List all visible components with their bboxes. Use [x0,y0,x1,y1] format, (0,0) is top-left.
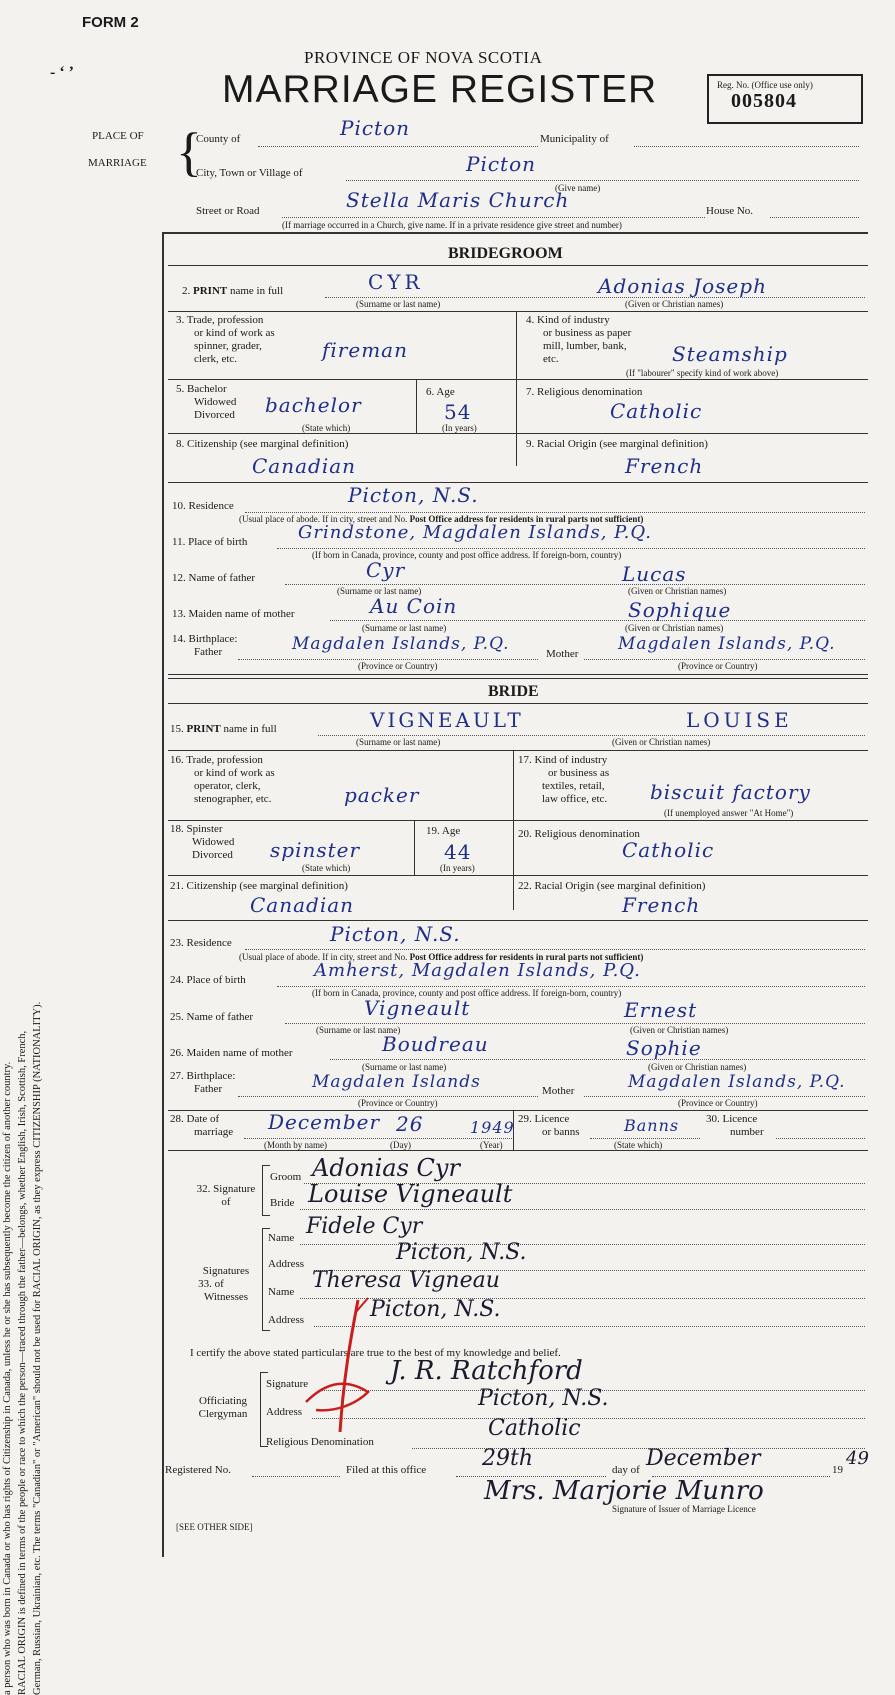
divider [414,820,415,875]
label-line: 27. Birthplace: [170,1070,236,1082]
issuer-signature: Mrs. Marjorie Munro [484,1476,764,1506]
filed-label: Filed at this office [346,1464,427,1476]
bride-birth-value: Amherst, Magdalen Islands, P.Q. [314,960,641,981]
reg-number-box [707,74,863,124]
name-in-full-text: name in full [229,285,284,297]
bridegroom-heading: BRIDEGROOM [448,245,563,262]
line [285,584,865,585]
county-label: County of [196,133,241,145]
bride-status-label [170,823,234,862]
label-line: marriage [194,1126,234,1138]
groom-citizenship-value: Canadian [252,454,357,478]
filed-year: 49 [846,1448,869,1469]
line [277,548,865,549]
bracket [260,1372,261,1446]
city-value: Picton [466,152,537,176]
label-line: Signatures [202,1265,250,1277]
divider [168,678,868,679]
line [238,659,538,660]
label-line: stenographer, etc. [194,793,272,805]
groom-trade-value: fireman [322,338,408,362]
residence-note-a: (Usual place of abode. If in city, street and No. [239,514,408,524]
label-line: 18. Spinster [170,823,223,835]
groom-father-label: 12. Name of father [172,572,256,584]
label-line: 14. Birthplace: [172,633,238,645]
surname-caption: (Surname or last name) [316,1025,401,1035]
label-line: 30. Licence [706,1113,758,1125]
day-caption: (Day) [390,1140,411,1150]
month-caption: (Month by name) [264,1140,327,1150]
bride-industry-value: biscuit factory [650,780,811,804]
label-line: clerk, etc. [194,353,238,365]
divider [168,875,868,876]
city-label: City, Town or Village of [196,167,303,179]
bracket [262,1165,263,1215]
bride-sig-label: Bride [270,1197,295,1209]
line [252,1476,340,1477]
clergy-signature-label: Signature [266,1378,309,1390]
groom-bp-father: Magdalen Islands, P.Q. [292,634,510,654]
bracket [262,1165,270,1166]
witness2-address-label: Address [268,1314,305,1326]
bride-bp-mother: Magdalen Islands, P.Q. [628,1072,846,1092]
frame-top-border [162,232,868,234]
label-line: number [730,1126,764,1138]
bride-trade-value: packer [344,783,420,807]
groom-racial-value: French [625,454,704,478]
licence-caption: (State which) [614,1140,663,1150]
groom-religion-value: Catholic [610,399,703,423]
witness1-address-label: Address [268,1258,305,1270]
groom-racial-label: 9. Racial Origin (see marginal definition) [526,438,708,450]
line [314,1326,865,1327]
bride-birth-label: 24. Place of birth [170,974,246,986]
groom-mother-surname: Au Coin [370,594,458,618]
bride-bp-father: Magdalen Islands [312,1072,481,1092]
bride-father-surname: Vigneault [364,996,471,1020]
groom-birth-label: 11. Place of birth [172,536,248,548]
line [300,1244,865,1245]
give-name-caption: (Give name) [555,183,601,193]
bride-mother-surname: Boudreau [382,1032,489,1056]
bride-father-label: 25. Name of father [170,1011,254,1023]
marriage-month: December [268,1110,381,1134]
witness1-address: Picton, N.S. [396,1240,527,1265]
street-line [282,217,705,218]
label-line: 33. of [198,1278,224,1290]
given-caption: (Given or Christian names) [630,1025,729,1035]
bride-heading: BRIDE [488,683,539,700]
label-line: or business as paper [543,327,632,339]
label-line: 28. Date of [170,1113,220,1125]
groom-bp-mother: Magdalen Islands, P.Q. [618,634,836,654]
witness2-address: Picton, N.S. [370,1297,501,1322]
line [245,949,865,950]
see-other-side: [SEE OTHER SIDE] [176,1522,253,1532]
label-line: Witnesses [203,1291,249,1303]
margin-line-6: German, Russian, Ukrainian, etc. The terms "Canadian" or "American" should not be used for RACIAL ORIGIN, as they express CITIZENSHIP (NATIONALITY). [32,1001,43,1695]
groom-status-value: bachelor [265,393,362,417]
street-label: Street or Road [196,205,260,217]
line [285,1023,865,1024]
line [244,1138,512,1139]
county-line [258,146,538,147]
bride-signature: Louise Vigneault [308,1180,513,1208]
house-no-label: House No. [706,205,754,217]
line [238,1096,538,1097]
label-line: spinner, grader, [194,340,262,352]
label-line: Father [194,1083,223,1095]
divider [168,820,868,821]
label-line: or business as [548,767,610,779]
groom-religion-label: 7. Religious denomination [526,386,643,398]
field-number: 15. [170,723,184,735]
marriage-day: 26 [396,1112,424,1136]
divider [168,703,868,704]
street-value: Stella Maris Church [346,188,570,212]
groom-residence-label: 10. Residence [172,500,234,512]
bride-mother-label: 26. Maiden name of mother [170,1047,293,1059]
line [330,620,865,621]
city-line [346,180,859,181]
reg-number-label: Reg. No. (Office use only) [717,80,813,90]
divider [168,311,868,312]
groom-father-surname: Cyr [366,558,406,582]
label-line: or kind of work as [194,327,275,339]
line [245,512,865,513]
province-caption: (Province or Country) [678,1098,758,1108]
marriage-label: MARRIAGE [88,157,147,169]
label-line: mill, lumber, bank, [543,340,627,352]
clergy-religion-label: Religious Denomination [266,1436,374,1448]
groom-given-names: Adonias Joseph [598,274,767,298]
margin-instructions [0,195,105,1695]
bride-residence-value: Picton, N.S. [330,922,461,946]
filed-day: 29th [482,1446,534,1471]
birth-note: (If born in Canada, province, county and post office address. If foreign-born, country) [312,550,622,560]
bride-birthplace-label [170,1070,235,1096]
witness2-name: Theresa Vigneau [312,1268,500,1293]
label-line: law office, etc. [542,793,608,805]
groom-mother-label: 13. Maiden name of mother [172,608,295,620]
bride-racial-value: French [622,893,701,917]
groom-father-given: Lucas [622,562,687,586]
signature-of-label [192,1183,260,1209]
surname-caption: (Surname or last name) [356,737,441,747]
clergy-signature: J. R. Ratchford [390,1356,583,1386]
date-of-marriage-label [170,1113,233,1139]
bride-trade-label [170,754,275,806]
form-label: FORM 2 [82,14,139,31]
clergy-religion: Catholic [488,1416,581,1441]
divider [168,674,868,675]
line [330,1059,865,1060]
divider [168,379,868,380]
surname-caption: (Surname or last name) [362,623,447,633]
label-line: Widowed [194,396,237,408]
label-line: 17. Kind of industry [518,754,608,766]
groom-signature: Adonias Cyr [312,1154,460,1182]
bride-age-label: 19. Age [426,825,461,837]
given-caption: (Given or Christian names) [625,299,724,309]
bride-racial-label: 22. Racial Origin (see marginal definition) [518,880,706,892]
bride-bp-mother-label: Mother [542,1085,575,1097]
bracket [262,1228,270,1229]
filed-month: December [646,1446,761,1471]
bride-given-names: LOUISE [686,708,793,732]
province-caption: (Province or Country) [678,661,758,671]
bride-religion-label: 20. Religious denomination [518,828,640,840]
line [584,659,865,660]
given-caption: (Given or Christian names) [648,1062,747,1072]
groom-name-label [182,285,283,297]
registered-no-label: Registered No. [165,1464,231,1476]
label-line: or banns [542,1126,580,1138]
label-line: operator, clerk, [194,780,261,792]
bride-residence-label: 23. Residence [170,937,232,949]
frame-left-border [162,232,164,1557]
bride-status-value: spinster [270,838,361,862]
groom-industry-value: Steamship [672,342,788,366]
field-number: 2. [182,285,191,297]
line [584,1096,865,1097]
given-caption: (Given or Christian names) [625,623,724,633]
bride-mother-given: Sophie [626,1036,702,1060]
reg-number-value: 005804 [731,90,797,112]
witnesses-label [192,1265,260,1304]
line [312,1418,865,1419]
groom-age-value: 54 [444,400,472,424]
groom-birth-value: Grindstone, Magdalen Islands, P.Q. [298,522,652,543]
label-line: of [221,1196,231,1208]
residence-note-a: (Usual place of abode. If in city, street and No. [239,952,408,962]
bride-citizenship-label: 21. Citizenship (see marginal definition) [170,880,348,892]
groom-mother-given: Sophique [628,598,732,622]
line [277,986,865,987]
margin-line-5: RACIAL ORIGIN is defined in terms of the people or race to which the person—traced through the father—belongs, whether English, Irish, Scottish, French, [17,1030,28,1695]
bracket [262,1215,270,1216]
red-stroke [340,1300,358,1432]
age-caption: (In years) [440,863,475,873]
status-caption: (State which) [302,423,351,433]
groom-sig-label: Groom [270,1171,302,1183]
bracket [262,1228,263,1330]
given-caption: (Given or Christian names) [628,586,727,596]
place-of-label: PLACE OF [92,130,144,142]
witness1-name: Fidele Cyr [306,1214,423,1239]
label-line: 5. Bachelor [176,383,227,395]
county-value: Picton [340,116,411,140]
groom-citizenship-label: 8. Citizenship (see marginal definition) [176,438,349,450]
line [412,1448,865,1449]
line [590,1138,700,1139]
municipality-label: Municipality of [540,133,609,145]
certify-statement: I certify the above stated particulars are true to the best of my knowledge and belief. [190,1347,561,1359]
divider [168,433,868,434]
bracket [260,1372,268,1373]
red-stroke [306,1384,368,1411]
province-caption: (Province or Country) [358,1098,438,1108]
groom-residence-value: Picton, N.S. [348,483,479,507]
label-line: Divorced [194,409,235,421]
label-line: Officiating [198,1395,248,1407]
year-caption: (Year) [480,1140,503,1150]
divider [168,1150,868,1151]
bride-industry-label [518,754,609,806]
house-no-line [770,217,859,218]
divider [168,265,868,266]
divider [513,1110,514,1150]
groom-industry-label [526,314,631,366]
margin-line-4: a person who was born in Canada or who has rights of Citizenship in Canada, unless he or she has subsequently become the citizen of another country. [2,1061,13,1695]
filed-year-prefix: 19 [832,1464,843,1476]
label-line: or kind of work as [194,767,275,779]
witness2-name-label: Name [268,1286,295,1298]
groom-bp-mother-label: Mother [546,648,579,660]
province-caption: (Province or Country) [358,661,438,671]
label-line: 3. Trade, profession [176,314,264,326]
label-line: Widowed [192,836,235,848]
label-line: Father [194,646,223,658]
line [300,1209,865,1210]
witness1-name-label: Name [268,1232,295,1244]
groom-status-label [176,383,236,422]
given-caption: (Given or Christian names) [612,737,711,747]
bride-religion-value: Catholic [622,838,715,862]
label-line: textiles, retail, [542,780,605,792]
groom-age-label: 6. Age [426,386,455,398]
groom-name-line [325,297,865,298]
line [318,735,865,736]
residence-note-b: Post Office address for residents in rural parts not sufficient) [409,514,644,524]
surname-caption: (Surname or last name) [362,1062,447,1072]
province-heading: PROVINCE OF NOVA SCOTIA [304,48,543,67]
divider [168,482,868,483]
brace-glyph: { [176,122,202,182]
label-line: 4. Kind of industry [526,314,610,326]
divider [168,920,868,921]
clergy-address: Picton, N.S. [478,1386,609,1411]
bride-industry-note: (If unemployed answer "At Home") [664,808,794,818]
label-line: 16. Trade, profession [170,754,263,766]
divider [416,379,417,433]
licence-value: Banns [624,1116,680,1135]
red-ink-mark [296,1292,386,1442]
residence-note-b: Post Office address for residents in rural parts not sufficient) [409,952,644,962]
licence-number-label [706,1113,764,1139]
label-line: 32. Signature [196,1183,256,1195]
label-line: Clergyman [198,1408,248,1420]
church-note: (If marriage occurred in a Church, give name. If in a private residence give street and number) [282,220,622,230]
label-line: etc. [543,353,559,365]
bride-surname: VIGNEAULT [370,708,524,732]
bride-name-label [170,723,277,735]
print-word: PRINT [186,723,221,735]
officiating-clergyman-label [190,1395,256,1421]
status-caption: (State which) [302,863,351,873]
surname-caption: (Surname or last name) [337,586,422,596]
surname-caption: (Surname or last name) [356,299,441,309]
day-of-label: day of [612,1464,640,1476]
marriage-year: 1949 [470,1118,515,1137]
bride-father-given: Ernest [624,998,698,1022]
groom-trade-label [176,314,275,366]
page-title: MARRIAGE REGISTER [222,68,658,111]
print-word: PRINT [193,285,228,297]
bride-age-value: 44 [444,840,472,864]
issuer-caption: Signature of Issuer of Marriage Licence [612,1504,756,1514]
birth-note: (If born in Canada, province, county and post office address. If foreign-born, country) [312,988,622,998]
groom-birthplace-label [172,633,237,659]
groom-surname: CYR [368,270,424,294]
label-line: Divorced [192,849,233,861]
licence-label [518,1113,580,1139]
municipality-line [634,146,859,147]
divider [516,311,517,466]
name-in-full-text: name in full [223,723,277,735]
divider [168,750,868,751]
divider [513,750,514,910]
line [776,1138,865,1139]
groom-industry-note: (If "labourer" specify kind of work above) [626,368,779,378]
clergy-address-label: Address [266,1406,303,1418]
stray-mark: - ‘ ’ [50,64,74,81]
age-caption: (In years) [442,423,477,433]
bride-citizenship-value: Canadian [250,893,355,917]
bracket [262,1330,270,1331]
label-line: 29. Licence [518,1113,570,1125]
